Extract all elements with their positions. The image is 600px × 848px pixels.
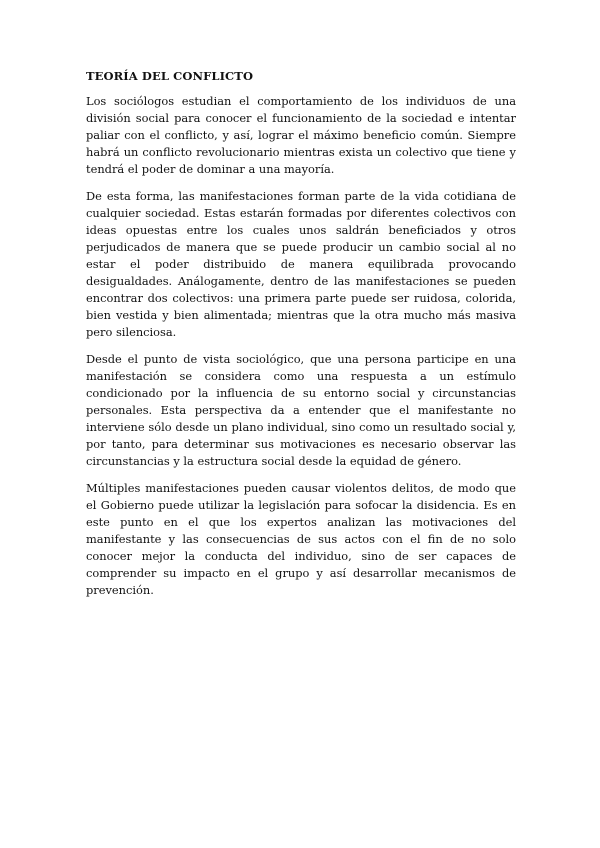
paragraph-1: Los sociólogos estudian el comportamiento de los individuos de una división social para conocer el funcionamiento de la sociedad e intentar paliar con el conflicto, y así, lograr el máximo beneficio común. Siempre habrá un conflicto revolucionario mientras exista un colectivo que tiene y tendrá el poder de dominar a una mayoría. — [86, 94, 516, 176]
document-page — [86, 68, 516, 609]
paragraph-4: Múltiples manifestaciones pueden causar violentos delitos, de modo que el Gobierno puede utilizar la legislación para sofocar la disidencia. Es en este punto en el que los expertos analizan las motivaciones del manifestante y las consecuencias de sus actos con el fin de no solo conocer mejor la conducta del individuo, sino de ser capaces de comprender su impacto en el grupo y así desarrollar mecanismos de prevención. — [86, 481, 516, 597]
paragraph-2: De esta forma, las manifestaciones forman parte de la vida cotidiana de cualquier sociedad. Estas estarán formadas por diferentes colectivos con ideas opuestas entre los cuales unos saldrán beneficiados y otros perjudicados de manera que se puede producir un cambio social al no estar el poder distribuido de manera equilibrada provocando desigualdades. Análogamente, dentro de las manifestaciones se pueden encontrar dos colectivos: una primera parte puede ser ruidosa, colorida, bien vestida y bien alimentada; mientras que la otra mucho más masiva pero silenciosa. — [86, 189, 516, 339]
paragraph-3: Desde el punto de vista sociológico, que una persona participe en una manifestación se considera como una respuesta a un estímulo condicionado por la influencia de su entorno social y circunstancias personales. Esta perspectiva da a entender que el manifestante no interviene sólo desde un plano individual, sino como un resultado social y, por tanto, para determinar sus motivaciones es necesario observar las circunstancias y la estructura social desde la equidad de género. — [86, 352, 516, 468]
document-title: TEORÍA DEL CONFLICTO — [86, 69, 254, 83]
